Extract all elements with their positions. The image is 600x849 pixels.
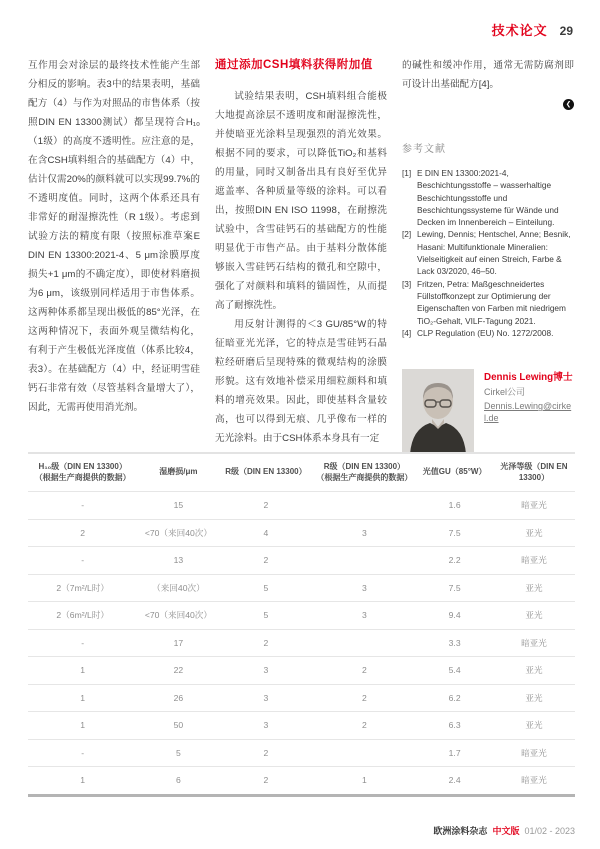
table-cell: 暗亚光 <box>521 775 547 786</box>
table-cell: 6 <box>176 775 181 786</box>
reference-number: [4] <box>402 327 412 338</box>
table-cell: 2 <box>263 747 269 758</box>
author-info <box>484 369 574 454</box>
table-cell: 暗亚光 <box>521 637 547 648</box>
table-row <box>28 712 575 740</box>
header-line: （根据生产商提供的数据） <box>316 472 413 482</box>
table-cell: 2 <box>80 527 86 538</box>
table-cell: （来回40次） <box>152 582 205 593</box>
table-cell: 2 <box>361 720 367 731</box>
table-cell: <70（来回40次） <box>144 610 212 621</box>
table-cell: 3 <box>263 720 269 731</box>
table-cell: <70（来回40次） <box>144 527 212 538</box>
table-cell: 3 <box>263 665 269 676</box>
table-cell <box>312 547 416 575</box>
table-cell: 7.5 <box>448 527 461 538</box>
section-label: 技术论文 <box>491 23 548 38</box>
table-row <box>28 739 575 767</box>
table-column-header <box>416 453 493 492</box>
table-cell: 15 <box>173 500 184 511</box>
table-row <box>28 657 575 685</box>
table-cell: 亚光 <box>525 610 543 621</box>
table-cell: 1 <box>80 720 86 731</box>
references-heading: 参考文献 <box>402 144 446 155</box>
journal-title: 欧洲涂料杂志 <box>433 826 488 836</box>
reference-number: [1] <box>402 168 412 178</box>
table-row <box>28 574 575 602</box>
table-cell: 暗亚光 <box>521 747 547 758</box>
table-cell: 3 <box>263 692 269 703</box>
reference-text: CLP Regulation (EU) No. 1272/2008. <box>417 327 554 338</box>
table-column-header <box>28 453 137 492</box>
portrait-image <box>402 369 474 454</box>
table-column-header <box>312 453 416 492</box>
paragraph: 试验结果表明，CSH填料组合能极大地提高涂层不透明度和耐湿擦洗性，并使暗亚光涂料呈现强烈的消光效果。根据不同的要求，可以降低TiO₂和基料的用量，同时又制备出具有良好至优异遮盖率、各种质量等级的涂料。可以看出，按照DIN EN ISO 11998，在耐擦洗试验中，含雪硅钙石的基础配方的性能明显优于市售产品。由于基料分散体能够嵌入雪硅钙石结构的微孔和空隙中，强化了对颜料和填料的锚固性，从而提高了耐擦洗性。 <box>215 91 387 311</box>
reference-item <box>402 167 574 228</box>
table-row <box>28 602 575 630</box>
table-cell: 7.5 <box>448 582 461 593</box>
table-cell: 暗亚光 <box>521 500 547 511</box>
table-row <box>28 519 575 547</box>
reference-number: [2] <box>402 229 412 240</box>
header-line: 光值GU（85°W） <box>422 467 487 477</box>
table-row <box>28 547 575 575</box>
table-cell: 亚光 <box>525 692 543 703</box>
table-cell: 3.3 <box>448 637 461 648</box>
header-line: （根据生产商提供的数据） <box>34 472 131 482</box>
references-list <box>402 167 574 339</box>
table-cell: 1.7 <box>448 747 461 758</box>
paragraph: 用反射计测得的＜3 GU/85°W的特征暗亚光光泽，它的特点是雪硅钙石晶粒经研磨后呈现特殊的微观结构的涂膜形貌。这有效地补偿采用细粒颜料和填料的增亮效果。因此，即使基料含量较高，也可以得到无痕、几乎像布一样的无光涂料。由于CSH体系本身具有一定 <box>215 319 387 444</box>
author-name: Dennis Lewing博士 <box>484 372 573 384</box>
author-photo <box>402 369 474 454</box>
table-cell: 50 <box>173 720 184 731</box>
table-cell: 3 <box>361 610 367 621</box>
author-company: Cirkel公司 <box>484 387 526 398</box>
table-cell: - <box>81 747 85 758</box>
reference-text: Lewing, Dennis; Hentschel, Anne; Besnik, Hasani: Multifunktionale Mineralien: Vielseitigkeit auf einen Streich, Farbe & Lack 03/2020, 46–50. <box>417 229 571 277</box>
table-cell: 亚光 <box>525 527 543 538</box>
reference-item <box>402 228 574 277</box>
table-row <box>28 684 575 712</box>
end-of-article-icon: ❮ <box>563 99 574 110</box>
table-cell: 2 <box>263 500 269 511</box>
page-number: 29 <box>559 24 573 38</box>
author-email-link[interactable]: Dennis.Lewing@cirkel.de <box>484 401 572 424</box>
column-3 <box>402 56 574 454</box>
article-columns <box>28 56 574 454</box>
page-header <box>492 20 573 39</box>
table-cell: 5 <box>176 747 181 758</box>
section-heading: 通过添加CSH填料获得附加值 <box>215 59 373 71</box>
table-cell: 1 <box>80 775 86 786</box>
table-cell: 3 <box>361 582 367 593</box>
table-row <box>28 492 575 520</box>
table-cell: - <box>81 637 85 648</box>
results-table-wrap <box>28 452 575 797</box>
header-line: R级（DIN EN 13300） <box>225 467 307 477</box>
results-table-head <box>28 453 575 492</box>
table-cell: 亚光 <box>525 665 543 676</box>
table-column-header <box>137 453 219 492</box>
table-cell: 2 <box>361 692 367 703</box>
table-cell <box>312 739 416 767</box>
table-cell: 4 <box>263 527 269 538</box>
table-row <box>28 767 575 796</box>
journal-edition: 中文版 <box>492 826 520 836</box>
table-cell: 6.3 <box>448 720 461 731</box>
table-cell: 5 <box>263 582 269 593</box>
table-cell: 26 <box>173 692 184 703</box>
header-line: R级（DIN EN 13300） <box>323 462 406 471</box>
column-2 <box>215 56 387 454</box>
table-cell: 2.4 <box>448 775 461 786</box>
results-table-body <box>28 492 575 796</box>
table-cell: 2.2 <box>448 555 461 566</box>
table-cell: 1.6 <box>448 500 461 511</box>
table-cell: 9.4 <box>448 610 461 621</box>
reference-number: [3] <box>402 278 412 289</box>
table-cell: 22 <box>173 665 184 676</box>
table-cell: 2 <box>263 775 269 786</box>
table-cell: 5 <box>263 610 269 621</box>
table-cell: 1 <box>361 775 367 786</box>
table-cell <box>312 629 416 657</box>
paragraph: 互作用会对涂层的最终技术性能产生部分相反的影响。表3中的结果表明，基础配方（4）与作为对照品的市售体系（按照DIN EN 13300测试）都呈现符合H₁₀（1级）的高度不透明性。应注意的是，在含CSH填料组合的基础配方（4）中，估计仅需20%的颜料就可以实现99.7%的不透明度值。同时，这两个体系还具有非常好的耐湿擦洗性（R 1级）。考虑到试验方法的精度有限（按照标准草案E DIN EN 13300:2021-4、5 μm涂膜厚度损失+1 μm的不确定度），即使材料磨损为6 μm，该级别同样适用于市售体系。这两种体系都呈现出极低的85°光泽，在这两种情况下，表面外观呈微结构化，有利于产生极低光泽度值（体系比较4，表3）。在基础配方（4）中，经证明雪硅钙石非常有效（尽管基料含量增大了），因此，无需再使用消光剂。 <box>28 60 200 413</box>
table-cell: 2（6m²/L时） <box>56 610 109 621</box>
table-cell: 5.4 <box>448 665 461 676</box>
table-cell: 13 <box>173 555 184 566</box>
table-cell: - <box>81 500 85 511</box>
table-cell: 2（7m²/L时） <box>56 582 109 593</box>
table-cell: 亚光 <box>525 582 543 593</box>
page-footer <box>433 824 575 837</box>
table-row <box>28 629 575 657</box>
paragraph: 的碱性和缓冲作用，通常无需防腐剂即可设计出基础配方[4]。 <box>402 60 574 90</box>
table-cell: 2 <box>361 665 367 676</box>
table-cell: 亚光 <box>525 720 543 731</box>
table-cell: 3 <box>361 527 367 538</box>
table-cell: 17 <box>173 637 184 648</box>
reference-item <box>402 278 574 327</box>
table-column-header <box>219 453 312 492</box>
table-column-header <box>493 453 575 492</box>
issue-label: 01/02 - 2023 <box>524 826 575 836</box>
end-of-article-row <box>402 96 574 114</box>
column-1 <box>28 56 200 454</box>
reference-item <box>402 327 574 339</box>
author-block <box>402 369 574 454</box>
table-cell: 2 <box>263 555 269 566</box>
header-line: 湿磨损/μm <box>159 467 198 477</box>
table-cell: 2 <box>263 637 269 648</box>
table-cell: 1 <box>80 692 86 703</box>
results-table <box>28 452 575 797</box>
table-cell: 1 <box>80 665 86 676</box>
table-cell: - <box>81 555 85 566</box>
reference-text: Fritzen, Petra: Maßgeschneidertes Füllstoffkonzept zur Optimierung der Eigenschaften von Farben mit niedrigem TiO₂-Gehalt, VILF-Tagung 2021. <box>417 278 566 326</box>
table-cell: 6.2 <box>448 692 461 703</box>
header-line: 13300） <box>518 472 550 482</box>
header-line: 光泽等级（DIN EN <box>500 462 568 471</box>
reference-text: E DIN EN 13300:2021-4, Beschichtungsstoffe – wasserhaltige Beschichtungsstoffe und Beschichtungssysteme für Wände und Decken im Innenbereich – Einteilung. <box>417 168 559 228</box>
table-cell <box>312 492 416 520</box>
header-line: H₁₀级（DIN EN 13300） <box>38 462 127 471</box>
table-cell: 暗亚光 <box>521 555 547 566</box>
